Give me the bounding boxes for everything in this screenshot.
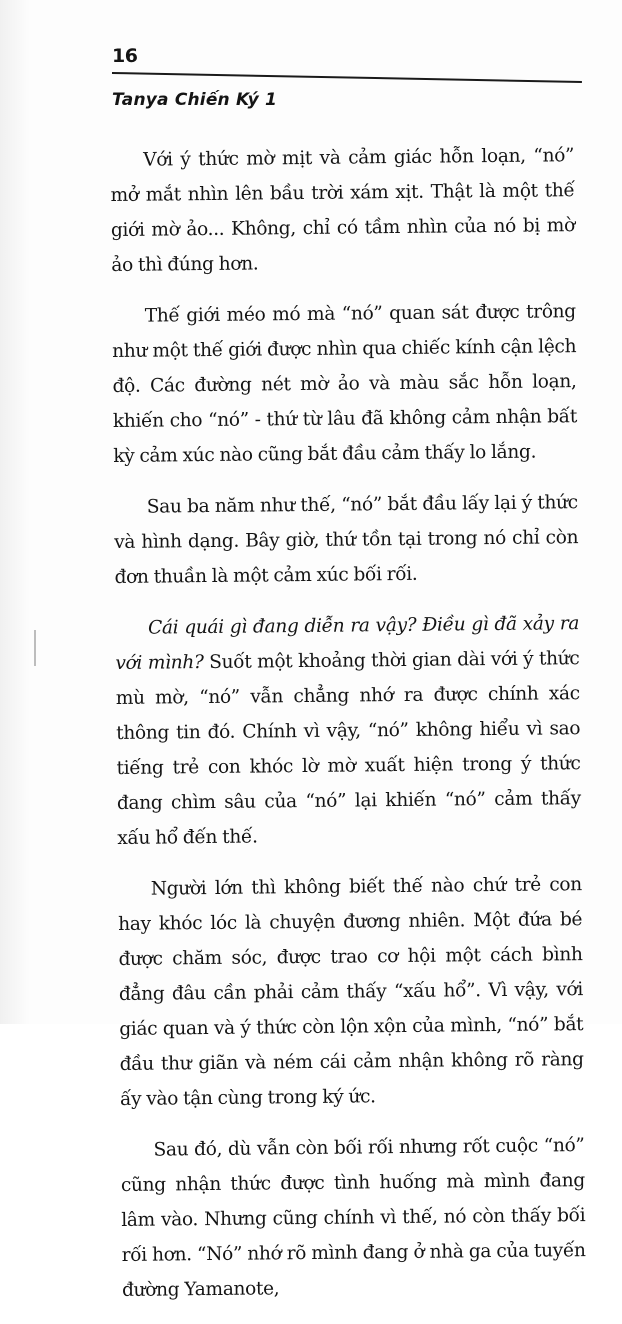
margin-mark bbox=[34, 630, 36, 666]
paragraph bbox=[110, 138, 575, 283]
paragraph-text: Suốt một khoảng thời gian dài với ý thức mù mờ, “nó” vẫn chẳng nhớ ra được chính xác thông tin đó. Chính vì vậy, “nó” không hiểu vì sao tiếng trẻ con khóc lờ mờ xuất hiện trong ý thức đang chìm sâu của “nó” lại khiến “nó” cảm thấy xấu hổ đến thế. bbox=[115, 648, 582, 849]
running-head: Tanya Chiến Ký 1 bbox=[112, 90, 278, 110]
paragraph-text: Thế giới méo mó mà “nó” quan sát được trông như một thế giới được nhìn qua chiếc kính cận lệch độ. Các đường nét mờ ảo và màu sắc hỗn loạn, khiến cho “nó” - thứ từ lâu đã không cảm nhận bất kỳ cảm xúc nào cũng bắt đầu cảm thấy lo lắng. bbox=[112, 301, 578, 467]
paragraph bbox=[114, 485, 579, 595]
paragraph bbox=[112, 294, 578, 474]
paragraph bbox=[118, 867, 585, 1117]
header-rule bbox=[112, 72, 582, 83]
paragraph-text: Người lớn thì không biết thế nào chứ trẻ con hay khóc lóc là chuyện đương nhiên. Một đứa bé được chăm sóc, được trao cơ hội một cách bình đẳng đâu cần phải cảm thấy “xấu hổ”. Vì vậy, với giác quan và ý thức còn lộn xộn của mình, “nó” bắt đầu thư giãn và ném cái cảm nhận không rõ ràng ấy vào tận cùng trong ký ức. bbox=[118, 874, 584, 1110]
page-header bbox=[112, 44, 582, 110]
page-binding-shadow bbox=[0, 0, 30, 1024]
paragraph-text: Sau ba năm như thế, “nó” bắt đầu lấy lại ý thức và hình dạng. Bây giờ, thứ tồn tại trong nó chỉ còn đơn thuần là một cảm xúc bối rối. bbox=[114, 492, 579, 588]
body-text bbox=[110, 138, 586, 1324]
paragraph-text: Với ý thức mờ mịt và cảm giác hỗn loạn, “nó” mở mắt nhìn lên bầu trời xám xịt. Thật là một thế giới mờ ảo... Không, chỉ có tầm nhìn của nó bị mờ ảo thì đúng hơn. bbox=[110, 145, 576, 276]
page-number: 16 bbox=[112, 45, 138, 67]
paragraph-italic-text: Cái quái gì đang diễn ra vậy? Điều gì đã xảy ra với mình? bbox=[115, 613, 580, 674]
paragraph bbox=[115, 606, 582, 856]
paragraph-text: Sau đó, dù vẫn còn bối rối nhưng rốt cuộc “nó” cũng nhận thức được tình huống mà mình đang lâm vào. Nhưng cũng chính vì thế, nó còn thấy bối rối hơn. “Nó” nhớ rõ mình đang ở nhà ga của tuyến đường Yamanote, bbox=[120, 1135, 586, 1301]
paragraph bbox=[120, 1128, 586, 1308]
